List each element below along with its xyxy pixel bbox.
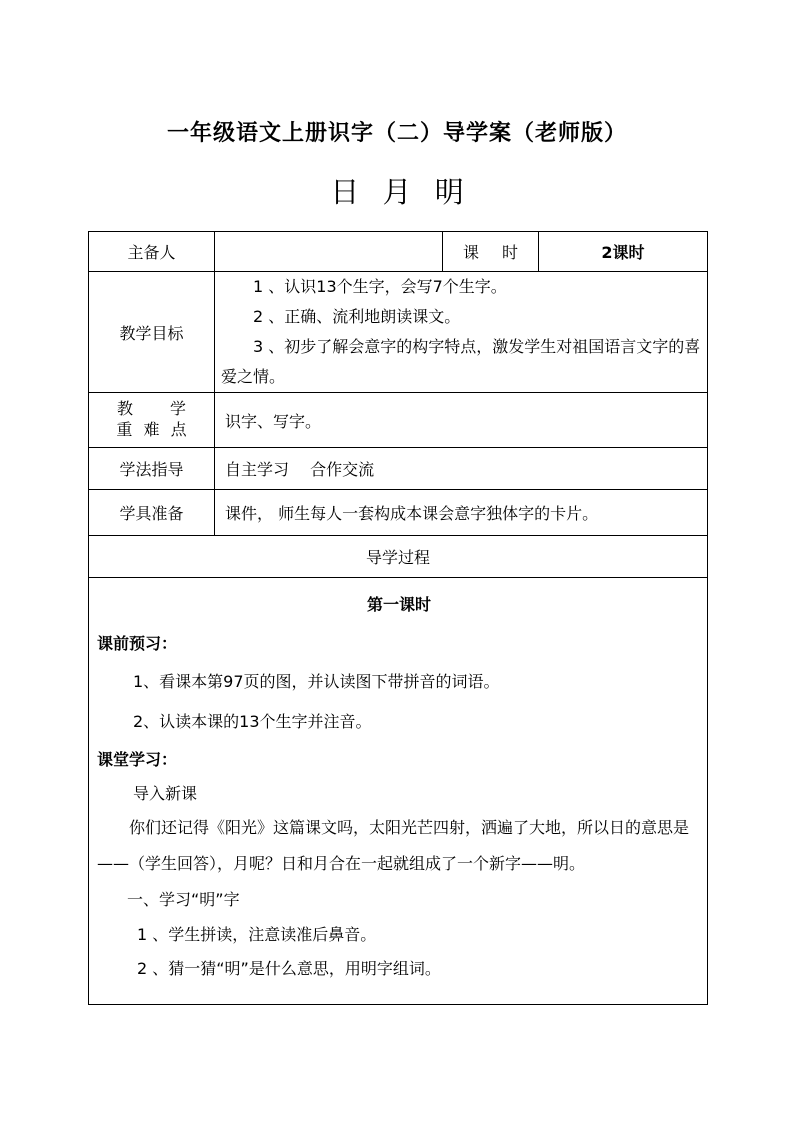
keypoints-label-line: 重 难 点 [116, 420, 187, 439]
preview-heading: 课前预习： [97, 634, 178, 653]
preparer-label: 主备人 [89, 232, 215, 272]
goal-item: 3 、初步了解会意字的构字特点，激发学生对祖国语言文字的喜爱之情。 [221, 337, 701, 386]
prep-label: 学具准备 [89, 490, 215, 536]
table-row [89, 272, 708, 393]
process-header: 导学过程 [89, 536, 708, 578]
hours-label: 课 时 [443, 232, 539, 272]
preview-item: 1、看课本第97页的图，并认读图下带拼音的词语。 [133, 672, 500, 691]
keypoints-label [89, 393, 215, 448]
preview-item: 2、认读本课的13个生字并注音。 [133, 712, 372, 731]
goal-item: 1 、认识13个生字，会写7个生字。 [253, 277, 507, 296]
lesson-plan-table [88, 231, 708, 1005]
lesson-content [89, 578, 708, 1005]
table-row [89, 448, 708, 490]
prep-value: 课件， 师生每人一套构成本课会意字独体字的卡片。 [215, 490, 708, 536]
document-title: 一年级语文上册识字（二）导学案（老师版） [166, 121, 627, 146]
keypoints-label-line: 教 学 [116, 399, 187, 418]
section-item: 1 、学生拼读，注意读准后鼻音。 [137, 925, 377, 944]
table-row [89, 393, 708, 448]
goals-cell [215, 272, 708, 393]
document-subtitle: 日 月 明 [330, 175, 464, 209]
intro-text: 你们还记得《阳光》这篇课文吗，太阳光芒四射，洒遍了大地，所以日的意思是——（学生回答），月呢？日和月合在一起就组成了一个新字——明。 [97, 818, 690, 873]
hours-value: 2课时 [539, 232, 708, 272]
preparer-value [215, 232, 443, 272]
table-row [89, 536, 708, 578]
goals-label: 教学目标 [89, 272, 215, 393]
class-heading: 课堂学习： [97, 750, 178, 769]
lesson-heading: 第一课时 [366, 595, 431, 614]
table-row [89, 578, 708, 1005]
intro-label: 导入新课 [133, 784, 198, 803]
method-value: 自主学习 合作交流 [215, 448, 708, 490]
section-title: 一、学习“明”字 [127, 890, 240, 909]
goal-item: 2 、正确、流利地朗读课文。 [253, 307, 461, 326]
section-item: 2 、猜一猜“明”是什么意思，用明字组词。 [137, 959, 441, 978]
table-row [89, 232, 708, 272]
method-label: 学法指导 [89, 448, 215, 490]
keypoints-value: 识字、写字。 [215, 393, 708, 448]
table-row [89, 490, 708, 536]
